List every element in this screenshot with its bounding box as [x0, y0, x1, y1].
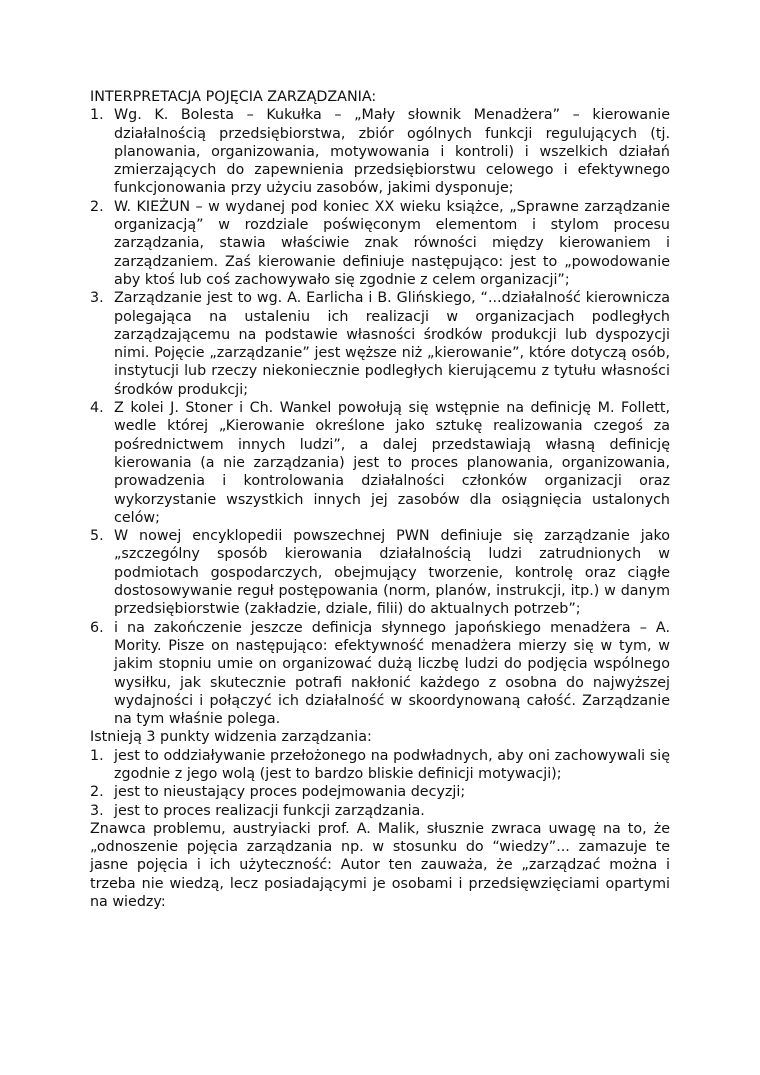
- item-text: jest to nieustający proces podejmowania decyzji;: [114, 784, 466, 801]
- item-number: 5.: [90, 528, 104, 545]
- item-number: 3.: [90, 290, 104, 307]
- item-text: Wg. K. Bolesta – Kukułka – „Mały słownik Menadżera” – kierowanie działalnością przedsiębiorstwa, zbiór ogólnych funkcji regulujących (tj. planowania, organizowania, motywowania i kontroli) i wszelkich działań zmierzających do zapewnienia przedsiębiorstwu celowego i efektywnego funkcjonowania przy użyciu zasobów, jakimi dysponuje;: [114, 107, 670, 197]
- item-number: 1.: [90, 107, 104, 124]
- definition-item: [90, 198, 670, 289]
- definition-item: [90, 289, 670, 399]
- item-text: i na zakończenie jeszcze definicja słynnego japońskiego menadżera – A. Mority. Pisze on następująco: efektywność menadżera mierzy się w tym, w jakim stopniu umie on organizować dużą liczbę ludzi do podjęcia wspólnego wysiłku, jak skutecznie potrafi nakłonić każdego z osobna do najwyższej wydajności i połączyć ich działalność w skoordynowaną całość. Zarządzanie na tym właśnie polega.: [114, 619, 670, 728]
- definition-item: [90, 399, 670, 527]
- item-text: jest to oddziaływanie przełożonego na podwładnych, aby oni zachowywali się zgodnie z jego wolą (jest to bardzo bliskie definicji motywacji);: [114, 747, 670, 782]
- item-number: 3.: [90, 802, 104, 819]
- viewpoint-item: [90, 747, 670, 784]
- definitions-list: [90, 106, 670, 728]
- item-text: W. KIEŻUN – w wydanej pod koniec XX wieku książce, „Sprawne zarządzanie organizacją” w rozdziale poświęconym elementom i stylom procesu zarządzania, stawia właściwie znak równości między kierowaniem i zarządzaniem. Zaś kierowanie definiuje następująco: jest to „powodowanie aby ktoś lub coś zachowywało się zgodnie z celem organizacji”;: [114, 198, 670, 288]
- viewpoints-intro: Istnieją 3 punkty widzenia zarządzania:: [90, 729, 372, 746]
- item-number: 2.: [90, 784, 104, 801]
- document-page: [90, 88, 670, 911]
- viewpoints-list: [90, 747, 670, 820]
- item-number: 4.: [90, 400, 104, 417]
- item-text: Zarządzanie jest to wg. A. Earlicha i B. Glińskiego, “...działalność kierownicza polegająca na ustaleniu ich realizacji w organizacjach podległych zarządzającemu na podstawie własności środków produkcji lub dyspozycji nimi. Pojęcie „zarządzanie” jest węższe niż „kierowanie”, które dotyczą osób, instytucji lub rzeczy niekoniecznie podległych kierującemu z tytułu własności środków produkcji;: [114, 290, 670, 398]
- viewpoint-item: [90, 802, 670, 820]
- item-number: 2.: [90, 198, 104, 215]
- item-text: jest to proces realizacji funkcji zarządzania.: [114, 802, 425, 819]
- item-number: 1.: [90, 747, 104, 764]
- item-text: Z kolei J. Stoner i Ch. Wankel powołują się wstępnie na definicję M. Follett, wedle której „Kierowanie określone jako sztukę realizowania czegoś za pośrednictwem innych ludzi”, a dalej przedstawiają własną definicję kierowania (a nie zarządzania) jest to proces planowania, organizowania, prowadzenia i kontrolowania działalności członków organizacji oraz wykorzystanie wszystkich innych jej zasobów dla osiągnięcia ustalonych celów;: [114, 400, 670, 526]
- closing-paragraph: Znawca problemu, austryiacki prof. A. Malik, słusznie zwraca uwagę na to, że „odnoszenie pojęcia zarządzania np. w stosunku do “wiedzy”... zamazuje te jasne pojęcia i ich użyteczność: Autor ten zauważa, że „zarządzać można i trzeba nie wiedzą, lecz posiadającymi je osobami i przedsięwzięciami opartymi na wiedzy:: [90, 820, 670, 911]
- item-text: W nowej encyklopedii powszechnej PWN definiuje się zarządzanie jako „szczególny sposób kierowania działalnością ludzi zatrudnionych w podmiotach gospodarczych, obejmujący tworzenie, kontrolę oraz ciągłe dostosowywanie reguł postępowania (norm, planów, instrukcji, itp.) w danym przedsiębiorstwie (zakładzie, dziale, filii) do aktualnych potrzeb”;: [114, 528, 670, 618]
- document-heading: INTERPRETACJA POJĘCIA ZARZĄDZANIA:: [90, 89, 377, 105]
- definition-item: [90, 527, 670, 618]
- definition-item: [90, 619, 670, 729]
- viewpoint-item: [90, 783, 670, 801]
- item-number: 6.: [90, 619, 104, 636]
- definition-item: [90, 106, 670, 197]
